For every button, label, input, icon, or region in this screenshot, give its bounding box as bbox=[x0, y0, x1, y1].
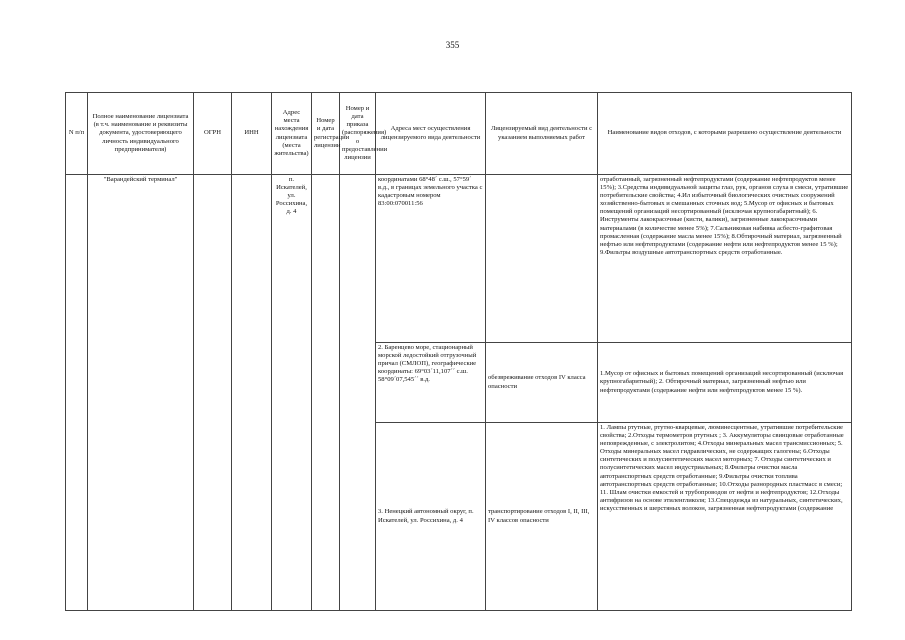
cell-num bbox=[66, 175, 88, 611]
header-ogrn: ОГРН bbox=[194, 93, 232, 175]
cell-waste-3: 1. Лампы ртутные, ртутно-кварцевые, люминесцентные, утратившие потребительские свойства; 2.Отходы термометров ртутных ; 3. Аккумуляторы свинцовые отработанные неповрежденные, с электролитом; 4.Отходы минеральных масел трансмиссионных; 5. Отходы минеральных масел гидравлических, не содержащих галогены; 6.Отходы синтетических и полусинтетических масел моторных; 7. Отходы синтетических и полусинтетических масел индустриальных; 8.Фильтры очистки масла автотранспортных средств отработанные; 9.Фильтры очистки топлива автотранспортных средств отработанные; 10.Отходы разнородных пластмасс в смеси; 11. Шлам очистки емкостей и трубопроводов от нефти и нефтепродуктов; 12.Отходы антифризов на основе этиленгликоля; 13.Спецодежда из натуральных, синтетических, искусственных и шерстяных волокон, загрязненная нефтепродуктами (содержание bbox=[598, 423, 852, 611]
cell-place-3: 3. Ненецкий автономный округ, п. Искателей, ул. Россихина, д. 4 bbox=[376, 423, 486, 611]
page-number: 355 bbox=[445, 40, 460, 50]
license-register-table bbox=[65, 92, 852, 611]
cell-order bbox=[340, 175, 376, 611]
header-address: Адрес места нахождения лицензиата (места жительства) bbox=[272, 93, 312, 175]
header-licensee-name: Полное наименование лицензиата (в т.ч. наименование и реквизиты документа, удостоверяющего личность индивидуального предпринимателя) bbox=[88, 93, 194, 175]
header-num: N п/п bbox=[66, 93, 88, 175]
header-row bbox=[66, 93, 852, 175]
cell-place-1: координатами 68°48´ с.ш., 57°59´ в.д., в границах земельного участка с кадастровым номером 83:00:070011:56 bbox=[376, 175, 486, 343]
cell-place-2: 2. Баренцево море, стационарный морской ледостойкий отгрузочный причал (СМЛОП), географические координаты: 69°03´11,107´´ с.ш. 58°09´07,545´´ в.д. bbox=[376, 343, 486, 423]
cell-inn bbox=[232, 175, 272, 611]
header-order: Номер и дата приказа (распоряжения) о предоставлении лицензии bbox=[340, 93, 376, 175]
cell-address: п. Искателей, ул. Россихина, д. 4 bbox=[272, 175, 312, 611]
header-activity-type: Лицензируемый вид деятельности с указанием выполняемых работ bbox=[486, 93, 598, 175]
cell-ogrn bbox=[194, 175, 232, 611]
cell-waste-1: отработанный, загрязненный нефтепродуктами (содержание нефтепродуктов менее 15%); 3.Средства индивидуальной защиты глаз, рук, органов слуха в смеси, утратившие потребительские свойства; 4.Ил избыточный биологических очистных сооружений хозяйственно-бытовых и смешанных сточных вод; 5.Мусор от офисных и бытовых помещений организаций несортированный (исключая крупногабаритный); 6. Инструменты лакокрасочные (кисти, валики), загрязненные лакокрасочными материалами (в количестве менее 5%); 7.Сальниковая набивка асбесто-графитовая промасленная (содержание масла менее 15%); 8.Обтирочный материал, загрязненный нефтью или нефтепродуктами (содержание нефти или нефтепродуктов менее 15 %); 9.Фильтры воздушные автотранспортных средств отработанные. bbox=[598, 175, 852, 343]
header-activity-places: Адреса мест осуществления лицензируемого вида деятельности bbox=[376, 93, 486, 175]
table-row bbox=[66, 175, 852, 343]
header-registration: Номер и дата регистрации лицензии bbox=[312, 93, 340, 175]
cell-activity-1 bbox=[486, 175, 598, 343]
header-inn: ИНН bbox=[232, 93, 272, 175]
cell-licensee-name: "Варандейский терминал" bbox=[88, 175, 194, 611]
cell-activity-3: транспортирование отходов I, II, III, IV классов опасности bbox=[486, 423, 598, 611]
cell-waste-2: 1.Мусор от офисных и бытовых помещений организаций несортированный (исключая крупногабаритный); 2. Обтирочный материал, загрязненный нефтью или нефтепродуктами (содержание нефти или нефтепродуктов менее 15 %). bbox=[598, 343, 852, 423]
cell-activity-2: обезвреживание отходов IV класса опасности bbox=[486, 343, 598, 423]
header-waste-types: Наименование видов отходов, с которыми разрешено осуществление деятельности bbox=[598, 93, 852, 175]
cell-registration bbox=[312, 175, 340, 611]
